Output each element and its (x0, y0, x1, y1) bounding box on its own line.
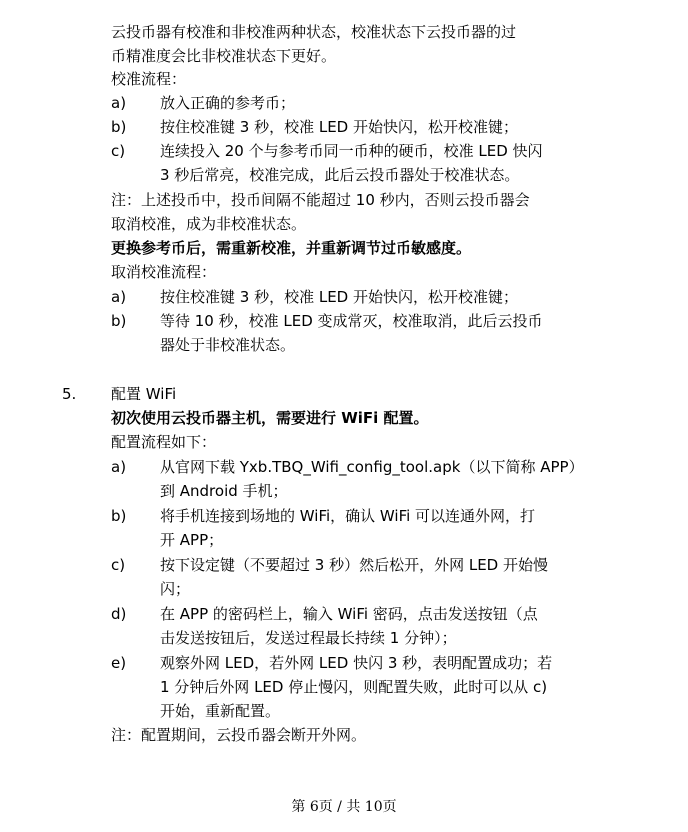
cancel-step-a-text: 按住校准键 3 秒，校准 LED 开始快闪，松开校准键； (160, 288, 519, 306)
cancel-process-title: 取消校准流程： (111, 263, 217, 281)
wifi-step-e-text-3: 开始，重新配置。 (160, 702, 281, 720)
calibration-intro-line-1: 云投币器有校准和非校准两种状态，校准状态下云投币器的过 (111, 23, 517, 41)
calibration-emphasis: 更换参考币后，需重新校准，并重新调节过币敏感度。 (111, 239, 472, 257)
calibration-note-line-1: 注：上述投币中，投币间隔不能超过 10 秒内，否则云投币器会 (111, 191, 530, 209)
calibration-process-title: 校准流程： (111, 70, 187, 88)
wifi-step-a-text-1: 从官网下载 Yxb.TBQ_Wifi_config_tool.apk（以下简称 APP） (160, 458, 584, 476)
wifi-step-a-text-2: 到 Android 手机； (160, 482, 288, 500)
wifi-section-title: 配置 WiFi (111, 385, 177, 403)
cancel-step-a-marker: a) (111, 288, 127, 306)
wifi-step-b-text-2: 开 APP； (160, 531, 224, 549)
calibration-note-line-2: 取消校准，成为非校准状态。 (111, 215, 307, 233)
wifi-step-e-text-1: 观察外网 LED，若外网 LED 快闪 3 秒，表明配置成功；若 (160, 654, 553, 672)
wifi-step-e-text-2: 1 分钟后外网 LED 停止慢闪，则配置失败，此时可以从 c) (160, 678, 548, 696)
wifi-step-d-text-1: 在 APP 的密码栏上，输入 WiFi 密码，点击发送按钮（点 (160, 605, 538, 623)
wifi-section-number: 5. (62, 385, 77, 403)
calibration-step-c-marker: c) (111, 142, 126, 160)
wifi-step-a-marker: a) (111, 458, 127, 476)
calibration-step-c-text-1: 连续投入 20 个与参考币同一币种的硬币，校准 LED 快闪 (160, 142, 543, 160)
calibration-step-b-text: 按住校准键 3 秒，校准 LED 开始快闪，松开校准键； (160, 118, 519, 136)
wifi-step-d-text-2: 击发送按钮后，发送过程最长持续 1 分钟）； (160, 629, 457, 647)
cancel-step-b-marker: b) (111, 312, 127, 330)
wifi-step-b-marker: b) (111, 507, 127, 525)
calibration-step-c-text-2: 3 秒后常亮，校准完成，此后云投币器处于校准状态。 (160, 166, 520, 184)
wifi-process-title: 配置流程如下： (111, 433, 217, 451)
wifi-step-d-marker: d) (111, 605, 127, 623)
wifi-step-c-text-2: 闪； (160, 580, 191, 598)
calibration-intro-line-2: 币精准度会比非校准状态下更好。 (111, 47, 337, 65)
cancel-step-b-text-2: 器处于非校准状态。 (160, 336, 296, 354)
wifi-step-b-text-1: 将手机连接到场地的 WiFi，确认 WiFi 可以连通外网，打 (160, 507, 536, 525)
calibration-step-a-text: 放入正确的参考币； (160, 94, 296, 112)
calibration-step-a-marker: a) (111, 94, 127, 112)
wifi-step-c-text-1: 按下设定键（不要超过 3 秒）然后松开，外网 LED 开始慢 (160, 556, 549, 574)
cancel-step-b-text-1: 等待 10 秒，校准 LED 变成常灭，校准取消，此后云投币 (160, 312, 543, 330)
page-footer: 第 6页 / 共 10页 (291, 799, 397, 815)
wifi-emphasis: 初次使用云投币器主机，需要进行 WiFi 配置。 (111, 409, 429, 427)
wifi-note: 注：配置期间，云投币器会断开外网。 (111, 726, 367, 744)
wifi-step-e-marker: e) (111, 654, 127, 672)
wifi-step-c-marker: c) (111, 556, 126, 574)
calibration-step-b-marker: b) (111, 118, 127, 136)
